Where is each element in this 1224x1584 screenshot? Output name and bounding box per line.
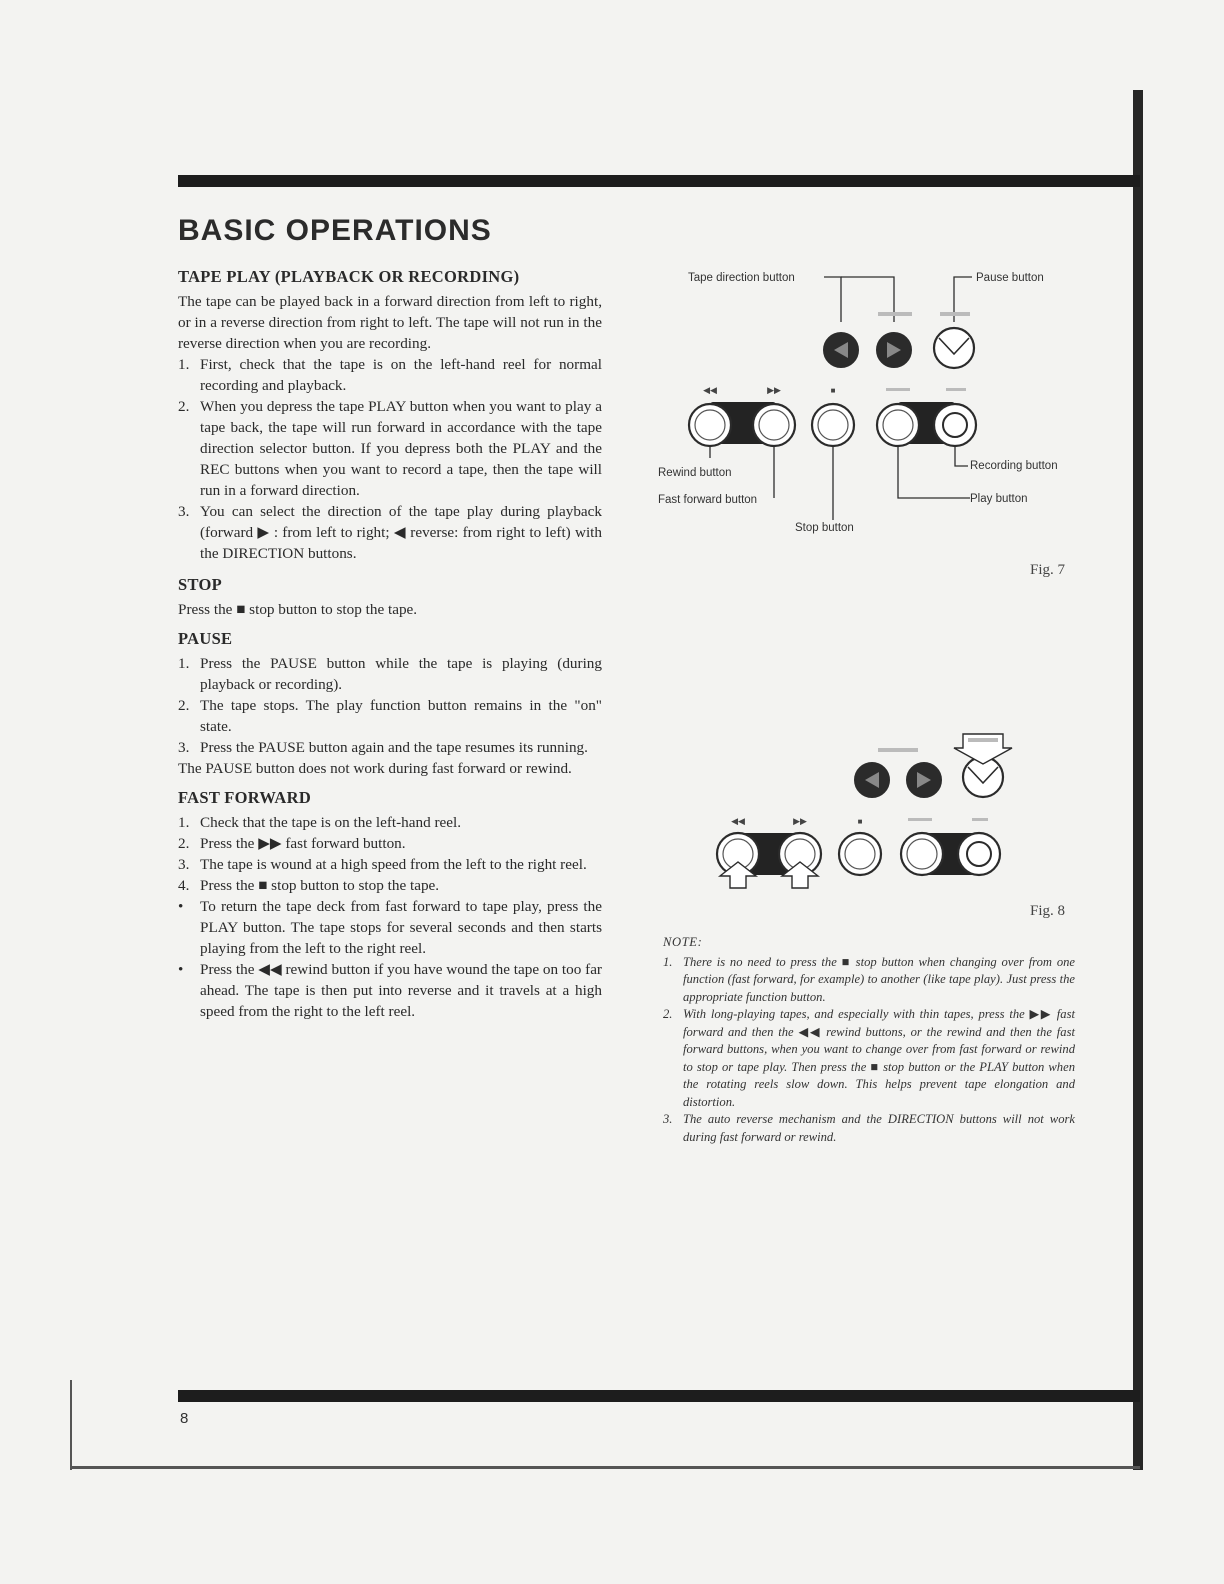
list-text: Press the PAUSE button while the tape is playing (during playback or recording). <box>200 655 602 693</box>
list-marker: 3. <box>178 739 190 756</box>
fast-forward-symbol: ▶▶ <box>767 385 781 395</box>
rewind-symbol: ◀◀ <box>703 385 717 395</box>
section-heading: TAPE PLAY (PLAYBACK OR RECORDING) <box>178 267 520 286</box>
note-item <box>663 954 1075 1007</box>
note-block <box>663 934 1075 1146</box>
note-marker: 1. <box>663 954 673 969</box>
list-text: Press the ▶▶ fast forward button. <box>200 835 406 852</box>
fast-forward-symbol: ▶▶ <box>793 816 807 826</box>
section-intro: The tape can be played back in a forward direction from left to right, or in a reverse direction from right to left. The tape will not run in the reverse direction when you are recording. <box>178 293 602 352</box>
play-button <box>901 833 943 875</box>
note-item <box>663 1111 1075 1146</box>
recording-button <box>958 833 1000 875</box>
label-recording: Recording button <box>970 460 1058 472</box>
list-marker: 2. <box>178 835 190 852</box>
page-title: BASIC OPERATIONS <box>178 214 492 247</box>
section-heading: STOP <box>178 575 222 594</box>
list-text: Press the ■ stop button to stop the tape. <box>200 877 440 894</box>
list-text: You can select the direction of the tape play during playback (forward ▶ : from left to right; ◀ reverse: from right to left) with the DIRECTION buttons. <box>200 503 602 562</box>
note-list <box>663 954 1075 1147</box>
figure-8-caption: Fig. 8 <box>1030 903 1066 919</box>
list-marker: • <box>178 898 184 915</box>
list-text: First, check that the tape is on the left-hand reel for normal recording and playback. <box>200 356 602 394</box>
section-stop <box>178 574 602 620</box>
list-item <box>178 695 602 737</box>
stop-button <box>812 404 854 446</box>
section-list <box>178 812 602 1022</box>
stop-symbol: ■ <box>857 817 863 826</box>
list-marker: • <box>178 961 184 978</box>
label-pause: Pause button <box>976 272 1044 284</box>
direction-button-reverse <box>824 333 858 367</box>
list-text: Press the ◀◀ rewind button if you have wound the tape on too far ahead. The tape is then put into reverse and it travels at a high speed from the right to the left reel. <box>200 961 602 1020</box>
note-item <box>663 1006 1075 1111</box>
fast-forward-button <box>753 404 795 446</box>
list-item <box>178 833 602 854</box>
stop-symbol: ■ <box>830 386 836 395</box>
section-pause <box>178 628 602 779</box>
figure-7-caption: Fig. 7 <box>1030 562 1066 578</box>
section-list <box>178 354 602 564</box>
list-item <box>178 737 602 758</box>
figure-7-diagram <box>650 262 1090 562</box>
note-text: There is no need to press the ■ stop button when changing over from one function (fast forward, for example) to another (like tape play). Just press the appropriate function button. <box>683 954 1075 1004</box>
section-heading: FAST FORWARD <box>178 788 312 807</box>
figure-8-diagram <box>650 720 1090 930</box>
list-marker: 2. <box>178 697 190 714</box>
note-marker: 3. <box>663 1112 673 1126</box>
list-item <box>178 812 602 833</box>
section-list <box>178 653 602 758</box>
list-marker: 4. <box>178 877 190 894</box>
list-item <box>178 875 602 896</box>
list-text: When you depress the tape PLAY button when you want to play a tape back, the tape will run forward in accordance with the tape direction selector button. If you depress both the PLAY and the REC buttons when you want to record a tape, then the tape will run in a forward direction. <box>200 398 602 499</box>
stop-button <box>839 833 881 875</box>
section-intro: Press the ■ stop button to stop the tape. <box>178 601 418 618</box>
list-item <box>178 653 602 695</box>
direction-button-forward <box>907 763 941 797</box>
label-rewind: Rewind button <box>658 467 732 479</box>
list-marker: 1. <box>178 356 190 373</box>
page-number: 8 <box>180 1410 189 1427</box>
section-tape-play <box>178 266 602 564</box>
direction-button-forward <box>877 333 911 367</box>
footer-rule <box>178 1390 1140 1402</box>
list-item <box>178 354 602 396</box>
page-edge-bottom <box>72 1466 1140 1469</box>
list-item <box>178 501 602 564</box>
label-stop: Stop button <box>795 522 854 534</box>
left-column <box>178 266 602 1030</box>
section-fast-forward <box>178 787 602 1022</box>
label-fast-forward: Fast forward button <box>658 494 758 506</box>
play-button <box>877 404 919 446</box>
note-text: With long-playing tapes, and especially with thin tapes, press the ▶▶ fast forward and then the ◀◀ rewind buttons, or the rewind and then the fast forward buttons, when you want to change over from fast forward or rewind to stop or tape play. Then press the ■ stop button or the PLAY button when the rotating reels slow down. This helps prevent tape elongation and distortion. <box>683 1007 1075 1109</box>
list-text: Press the PAUSE button again and the tape resumes its running. <box>200 739 588 756</box>
list-text: The tape is wound at a high speed from the left to the right reel. <box>200 856 587 873</box>
page-edge-shadow <box>1133 90 1143 1470</box>
list-marker: 2. <box>178 398 190 415</box>
list-text: To return the tape deck from fast forward to tape play, press the PLAY button. The tape stops for several seconds and then starts playing from the left to the right reel. <box>200 898 602 957</box>
list-item <box>178 396 602 501</box>
list-item <box>178 896 602 959</box>
note-marker: 2. <box>663 1007 673 1021</box>
label-tape-direction: Tape direction button <box>688 272 795 284</box>
recording-button <box>934 404 976 446</box>
pause-button <box>934 328 974 368</box>
note-text: The auto reverse mechanism and the DIRECTION buttons will not work during fast forward or rewind. <box>683 1112 1075 1144</box>
list-marker: 1. <box>178 814 190 831</box>
header-rule <box>178 175 1140 187</box>
label-play: Play button <box>970 493 1028 505</box>
list-marker: 3. <box>178 503 190 520</box>
list-marker: 3. <box>178 856 190 873</box>
list-text: Check that the tape is on the left-hand reel. <box>200 814 462 831</box>
rewind-button <box>689 404 731 446</box>
list-item <box>178 959 602 1022</box>
section-outro: The PAUSE button does not work during fast forward or rewind. <box>178 760 572 777</box>
section-heading: PAUSE <box>178 629 233 648</box>
direction-button-reverse <box>855 763 889 797</box>
rewind-symbol: ◀◀ <box>731 816 745 826</box>
list-marker: 1. <box>178 655 190 672</box>
note-label: NOTE: <box>663 935 703 949</box>
page-edge-left <box>70 1380 72 1470</box>
list-item <box>178 854 602 875</box>
list-text: The tape stops. The play function button remains in the "on" state. <box>200 697 602 735</box>
